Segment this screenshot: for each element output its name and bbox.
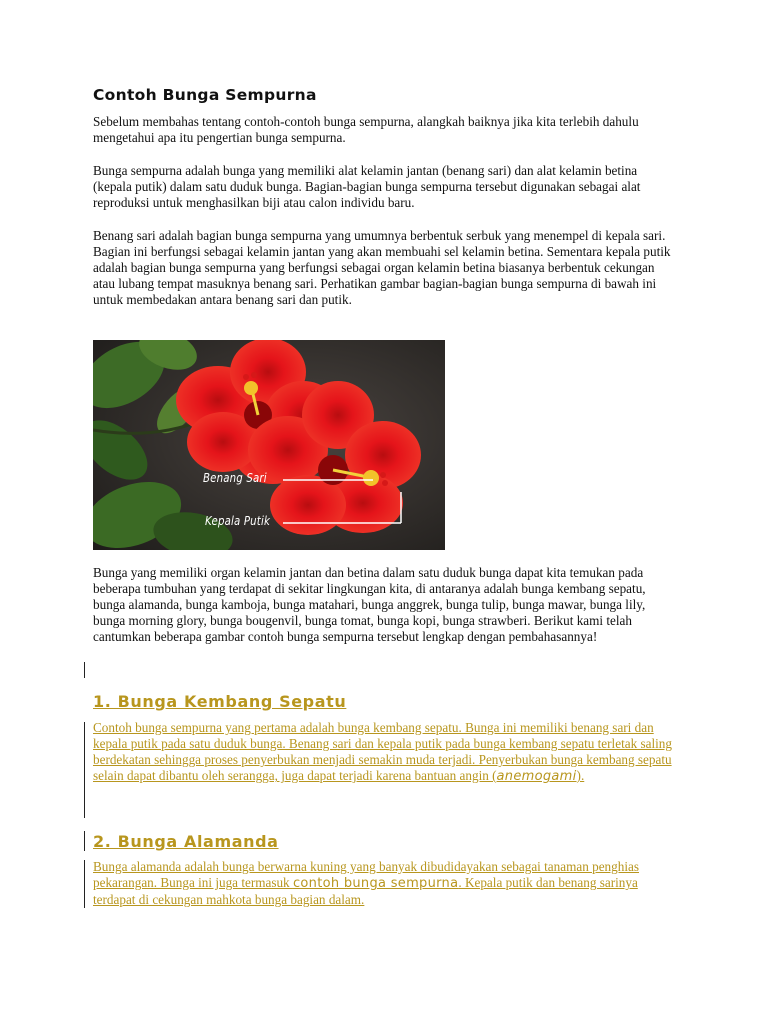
section-link-kembang-sepatu[interactable] bbox=[93, 720, 678, 785]
text-cursor-bar bbox=[84, 722, 85, 818]
definition-paragraph: Bunga sempurna adalah bunga yang memiliki alat kelamin jantan (benang sari) dan alat kelamin betina (kepala putik) dalam satu duduk bunga. Bagian-bagian bunga sempurna tersebut digunakan sebagai alat reproduksi untuk menghasilkan biji atau calon individu baru. bbox=[93, 163, 641, 211]
section-heading-kembang-sepatu[interactable]: 1. Bunga Kembang Sepatu bbox=[93, 692, 347, 711]
link-text-before: Bunga alamanda adalah bunga berwarna kuning yang banyak dibudidayakan sebagai tanaman penghias pekarangan. Bunga ini juga termasuk bbox=[93, 859, 639, 891]
label-kepala-putik: Kepala Putik bbox=[205, 514, 271, 528]
text-cursor-bar bbox=[84, 662, 85, 678]
examples-paragraph: Bunga yang memiliki organ kelamin jantan dan betina dalam satu duduk bunga dapat kita temukan pada beberapa tumbuhan yang terdapat di sekitar lingkungan kita, di antaranya adalah bunga kembang sepatu, bunga alamanda, bunga kamboja, bunga matahari, bunga anggrek, bunga tulip, bunga mawar, bunga lily, bunga morning glory, bunga bougenvil, bunga tomat, bunga kopi, bunga strawberi. Berikut kami telah cantumkan beberapa gambar contoh bunga sempurna tersebut lengkap dengan pembahasannya! bbox=[93, 565, 646, 645]
link-emphasis: contoh bunga sempurna bbox=[292, 876, 459, 892]
page-title: Contoh Bunga Sempurna bbox=[93, 86, 317, 104]
text-cursor-bar bbox=[84, 831, 85, 851]
section-link-alamanda[interactable] bbox=[93, 859, 678, 908]
link-emphasis: anemogami bbox=[496, 769, 577, 785]
text-cursor-bar bbox=[84, 860, 85, 908]
parts-paragraph: Benang sari adalah bagian bunga sempurna yang umumnya berbentuk serbuk yang menempel di kepala sari. Bagian ini berfungsi sebagai kelamin jantan yang akan membuahi sel kelamin betina. Sementara kepala putik adalah bagian bunga sempurna yang berfungsi sebagai organ kelamin betina biasanya berbentuk cekungan atau lubang tempat masuknya benang sari. Perhatikan gambar bagian-bagian bunga sempurna di bawah ini untuk membedakan antara benang sari dan putik. bbox=[93, 228, 671, 308]
intro-paragraph: Sebelum membahas tentang contoh-contoh bunga sempurna, alangkah baiknya jika kita terlebih dahulu mengetahui apa itu pengertian bunga sempurna. bbox=[93, 114, 639, 146]
link-text-after: . Kepala putik dan benang sarinya terdapat di cekungan mahkota bunga bagian dalam. bbox=[93, 875, 638, 908]
section-heading-alamanda[interactable]: 2. Bunga Alamanda bbox=[93, 832, 279, 851]
link-text-before: Contoh bunga sempurna yang pertama adalah bunga kembang sepatu. Bunga ini memiliki benang sari dan kepala putik pada satu duduk bunga. Benang sari dan kepala putik pada bunga kembang sepatu terletak saling berdekatan sehingga proses penyerbukan menjadi semakin muda terjadi. Penyerbukan bunga kembang sepatu selain dapat dibantu oleh serangga, juga dapat terjadi karena bantuan angin ( bbox=[93, 720, 672, 784]
link-text-after: ). bbox=[576, 768, 585, 784]
hibiscus-photo bbox=[93, 340, 445, 550]
label-benang-sari: Benang Sari bbox=[203, 471, 267, 485]
